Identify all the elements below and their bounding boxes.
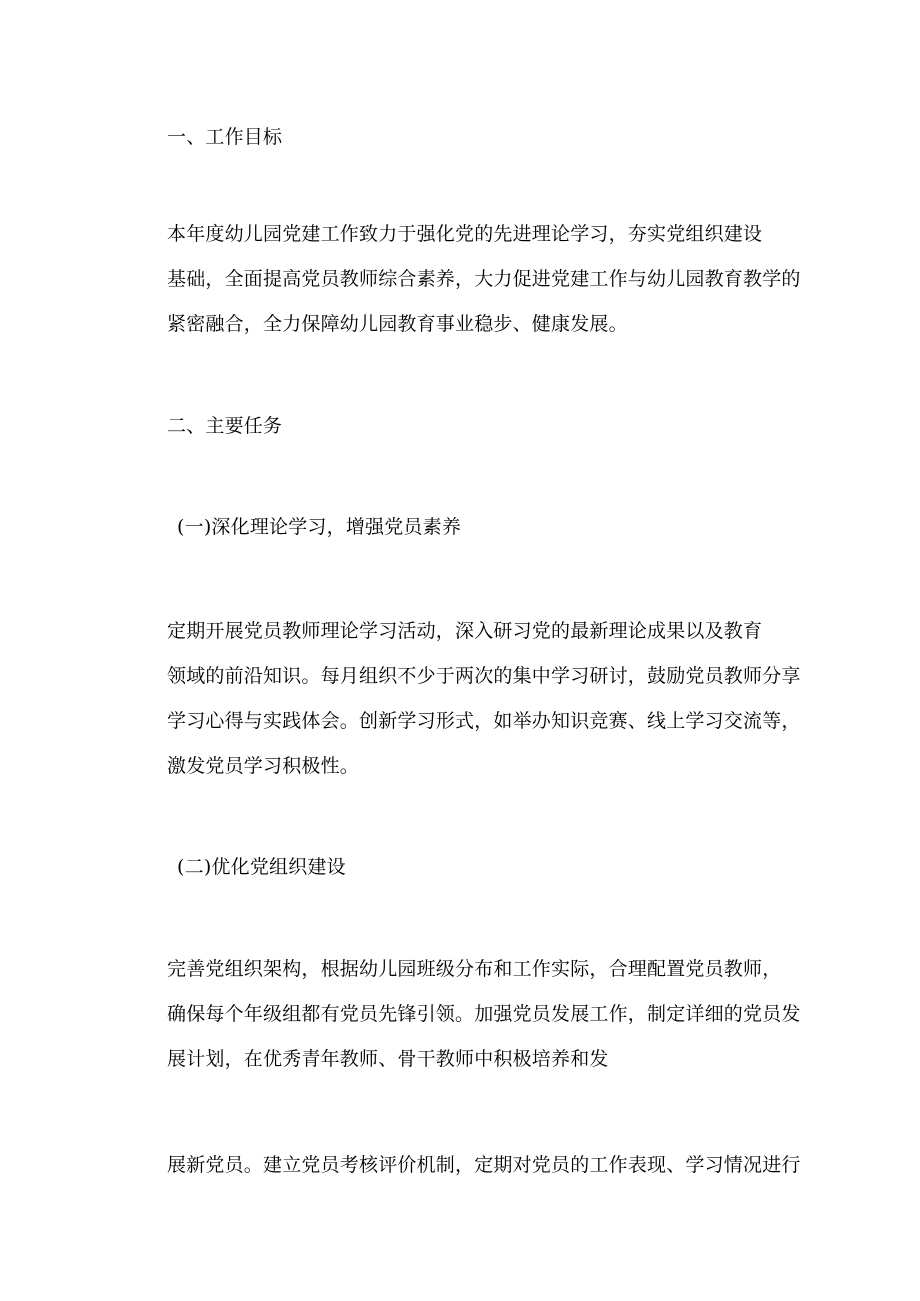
paragraph-line: 展计划，在优秀青年教师、骨干教师中积极培养和发 — [167, 1048, 609, 1070]
paragraph-line: 展新党员。建立党员考核评价机制，定期对党员的工作表现、学习情况进行 — [167, 1154, 801, 1176]
paragraph-theory-study — [167, 609, 801, 789]
paragraph-line: 领域的前沿知识。每月组织不少于两次的集中学习研讨，鼓励党员教师分享 — [167, 665, 801, 687]
paragraph-party-organization — [167, 947, 801, 1082]
section-heading-main-tasks: 二、主要任务 — [167, 415, 283, 437]
section-heading-work-goals: 一、工作目标 — [167, 126, 283, 148]
paragraph-work-goals — [167, 212, 801, 347]
paragraph-line: 定期开展党员教师理论学习活动，深入研习党的最新理论成果以及教育 — [167, 620, 763, 642]
paragraph-line: 完善党组织架构，根据幼儿园班级分布和工作实际，合理配置党员教师， — [167, 958, 782, 980]
paragraph-line: 本年度幼儿园党建工作致力于强化党的先进理论学习，夯实党组织建设 — [167, 223, 763, 245]
paragraph-party-organization-continued — [167, 1143, 801, 1188]
subsection-heading-party-organization: (二)优化党组织建设 — [177, 856, 346, 878]
paragraph-line: 基础，全面提高党员教师综合素养，大力促进党建工作与幼儿园教育教学的 — [167, 268, 801, 290]
subsection-heading-theory-study: (一)深化理论学习，增强党员素养 — [177, 516, 462, 538]
paragraph-line: 紧密融合，全力保障幼儿园教育事业稳步、健康发展。 — [167, 313, 628, 335]
paragraph-line: 激发党员学习积极性。 — [167, 755, 360, 777]
paragraph-line: 学习心得与实践体会。创新学习形式，如举办知识竞赛、线上学习交流等， — [167, 710, 801, 732]
paragraph-line: 确保每个年级组都有党员先锋引领。加强党员发展工作，制定详细的党员发 — [167, 1003, 801, 1025]
